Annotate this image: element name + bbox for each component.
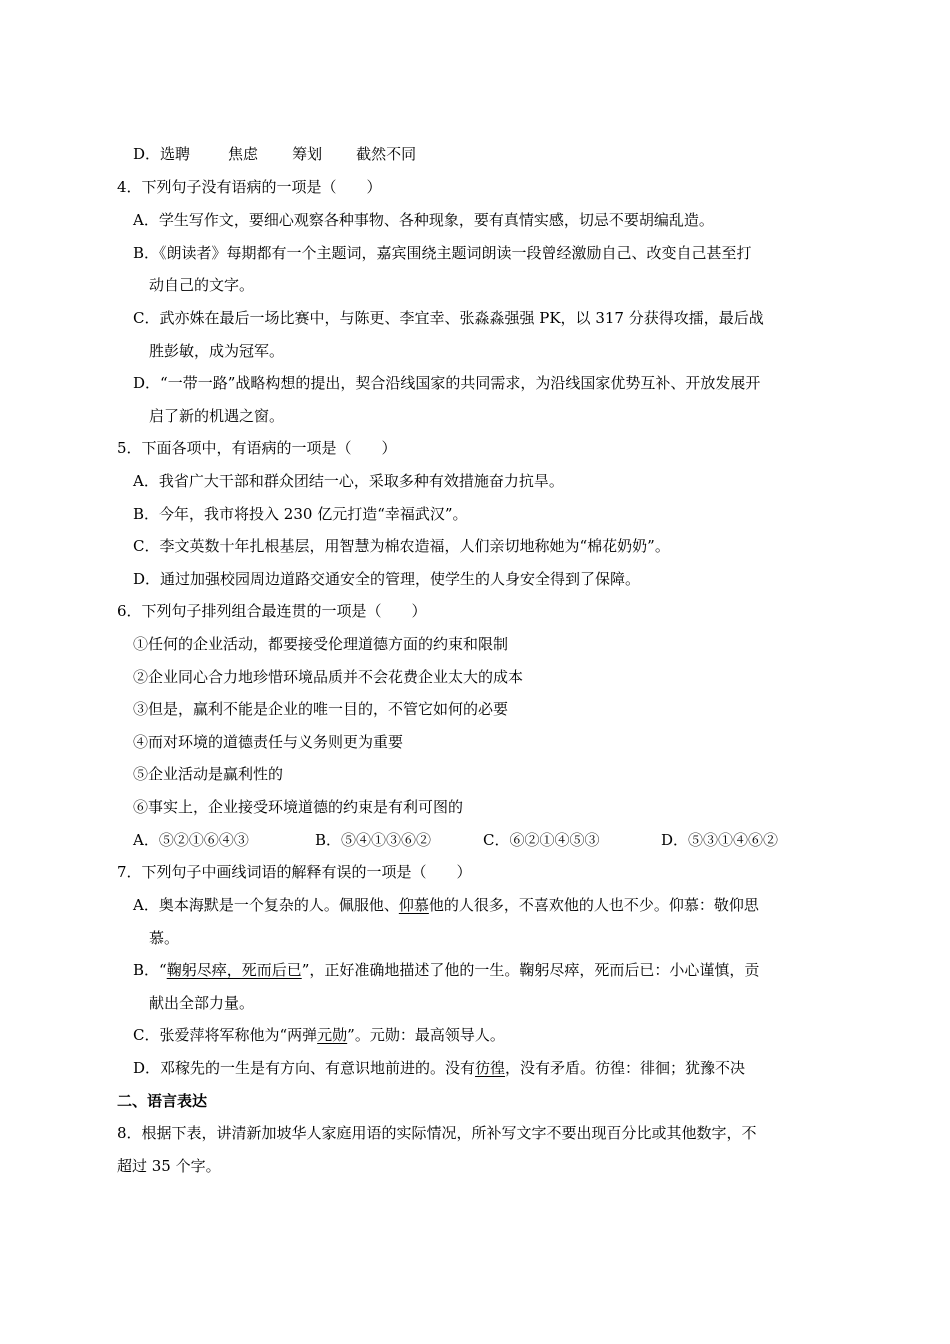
word: 焦虑 [228,145,259,163]
q6-option-d: D．⑤③①④⑥② [661,831,779,849]
q6-stem: 6．下列句子排列组合最连贯的一项是（ ） [117,602,427,620]
q4-stem: 4．下列句子没有语病的一项是（ ） [117,178,382,196]
q8-stem: 8．根据下表，讲清新加坡华人家庭用语的实际情况，所补写文字不要出现百分比或其他数字，不 [117,1124,757,1142]
section-title: 二、语言表达 [117,1092,208,1110]
q4-option-d-cont: 启了新的机遇之窗。 [149,407,285,425]
q6-option-c: C．⑥②①④⑤③ [483,831,600,849]
q7-option-b-cont: 献出全部力量。 [149,994,255,1012]
q6-sentence-5: ⑤企业活动是赢利性的 [133,765,284,783]
q4-option-a: A．学生写作文，要细心观察各种事物、各种现象，要有真情实感，切忌不要胡编乱造。 [133,211,714,229]
word: 筹划 [292,145,323,163]
q7-option-d: D．邓稼先的一生是有方向、有意识地前进的。没有彷徨，没有矛盾。彷徨：徘徊；犹豫不决 [133,1059,746,1077]
q4-option-d: D．“一带一路”战略构想的提出，契合沿线国家的共同需求，为沿线国家优势互补、开放发展开 [133,374,761,392]
q5-option-a: A．我省广大干部和群众团结一心，采取多种有效措施奋力抗旱。 [133,472,564,490]
underlined-term: 鞠躬尽瘁，死而后已 [166,961,302,979]
q5-option-d: D．通过加强校园周边道路交通安全的管理，使学生的人身安全得到了保障。 [133,570,641,588]
q6-sentence-6: ⑥事实上，企业接受环境道德的约束是有利可图的 [133,798,464,816]
q6-sentence-2: ②企业同心合力地珍惜环境品质并不会花费企业太大的成本 [133,668,524,686]
q7-option-b: B．“鞠躬尽瘁，死而后已”，正好准确地描述了他的一生。鞠躬尽瘁，死而后已：小心谨慎，贡 [133,961,760,979]
q6-sentence-3: ③但是，赢利不能是企业的唯一目的，不管它如何的必要 [133,700,509,718]
underlined-term: 彷徨 [475,1059,506,1077]
q6-option-a: A．⑤②①⑥④③ [133,831,249,849]
underlined-term: 元勋 [317,1026,348,1044]
q5-stem: 5．下面各项中，有语病的一项是（ ） [117,439,397,457]
q5-option-c: C．李文英数十年扎根基层，用智慧为棉农造福，人们亲切地称她为“棉花奶奶”。 [133,537,670,555]
q6-sentence-1: ①任何的企业活动，都要接受伦理道德方面的约束和限制 [133,635,509,653]
word: 选聘 [160,145,191,163]
q4-option-b: B．《朗读者》每期都有一个主题词，嘉宾围绕主题词朗读一段曾经激励自己、改变自己甚至打 [133,244,752,262]
q7-stem: 7．下列句子中画线词语的解释有误的一项是（ ） [117,863,472,881]
q3-option-d [133,143,416,165]
q6-sentence-4: ④而对环境的道德责任与义务则更为重要 [133,733,404,751]
q7-option-c: C．张爱萍将军称他为“两弹元勋”。元勋：最高领导人。 [133,1026,505,1044]
q4-option-c: C．武亦姝在最后一场比赛中，与陈更、李宜幸、张淼淼强强 PK，以 317 分获得攻擂，最后战 [133,309,764,327]
q4-option-c-cont: 胜彭敏，成为冠军。 [149,342,285,360]
word: 截然不同 [356,145,417,163]
q7-option-a: A．奥本海默是一个复杂的人。佩服他、仰慕他的人很多，不喜欢他的人也不少。仰慕：敬仰思 [133,896,759,914]
q6-option-b: B．⑤④①③⑥② [315,831,432,849]
underlined-term: 仰慕 [398,896,429,914]
q5-option-b: B．今年，我市将投入 230 亿元打造“幸福武汉”。 [133,505,468,523]
option-label: D． [133,145,161,163]
q4-option-b-cont: 动自己的文字。 [149,276,255,294]
q7-option-a-cont: 慕。 [149,929,180,947]
q8-stem-cont: 超过 35 个字。 [117,1157,221,1175]
